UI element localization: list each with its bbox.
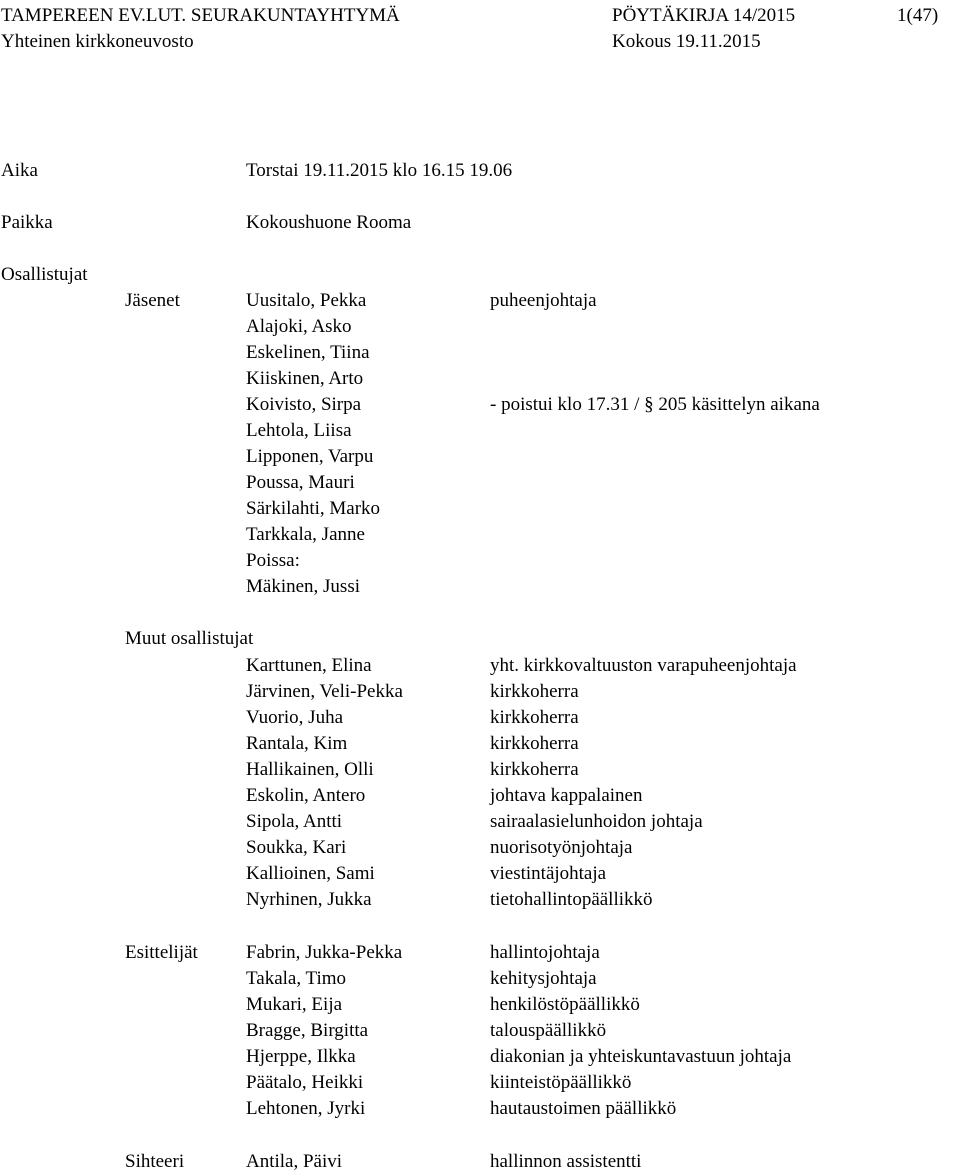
time-row <box>0 158 960 184</box>
participant-name: Karttunen, Elina <box>246 655 372 676</box>
participant-row <box>0 757 960 783</box>
presenter-row <box>0 1044 960 1070</box>
presenter-role: henkilöstöpäällikkö <box>490 994 640 1015</box>
participants-heading: Osallistujat <box>1 264 88 285</box>
presenters-label: Esittelijät <box>125 942 198 963</box>
member-name: Lehtola, Liisa <box>246 420 352 441</box>
presenter-name: Hjerppe, Ilkka <box>246 1046 356 1067</box>
participants-heading-row <box>0 262 960 288</box>
member-row <box>0 522 960 548</box>
participant-name: Hallikainen, Olli <box>246 759 374 780</box>
presenter-row <box>0 1070 960 1096</box>
participant-role: kirkkoherra <box>490 707 579 728</box>
participant-name: Vuorio, Juha <box>246 707 344 728</box>
other-participants-heading-row <box>0 626 960 652</box>
member-note: puheenjohtaja <box>490 290 597 311</box>
participant-name: Soukka, Kari <box>246 837 347 858</box>
time-value: Torstai 19.11.2015 klo 16.15 19.06 <box>246 160 513 181</box>
members-label: Jäsenet <box>125 290 180 311</box>
presenter-role: kiinteistöpäällikkö <box>490 1072 632 1093</box>
organization-name: TAMPEREEN EV.LUT. SEURAKUNTAYHTYMÄ <box>1 5 400 26</box>
participant-row <box>0 705 960 731</box>
member-name: Alajoki, Asko <box>246 316 352 337</box>
presenter-name: Fabrin, Jukka-Pekka <box>246 942 403 963</box>
participant-name: Kallioinen, Sami <box>246 863 375 884</box>
absent-label: Poissa: <box>246 550 300 571</box>
participant-row <box>0 731 960 757</box>
presenter-name: Takala, Timo <box>246 968 347 989</box>
presenter-name: Päätalo, Heikki <box>246 1072 364 1093</box>
member-row <box>0 314 960 340</box>
secretary-label: Sihteeri <box>125 1151 185 1172</box>
participant-role: sairaalasielunhoidon johtaja <box>490 811 703 832</box>
other-participants-heading: Muut osallistujat <box>125 628 254 649</box>
member-name: Mäkinen, Jussi <box>246 576 360 597</box>
participant-role: tietohallintopäällikkö <box>490 889 653 910</box>
participant-name: Nyrhinen, Jukka <box>246 889 372 910</box>
place-label: Paikka <box>1 212 53 233</box>
member-note: - poistui klo 17.31 / § 205 käsittelyn aikana <box>490 394 820 415</box>
participant-role: kirkkoherra <box>490 681 579 702</box>
member-name: Lipponen, Varpu <box>246 446 374 467</box>
body-name: Yhteinen kirkkoneuvosto <box>1 31 194 52</box>
participant-name: Sipola, Antti <box>246 811 343 832</box>
time-label: Aika <box>1 160 38 181</box>
participant-role: kirkkoherra <box>490 759 579 780</box>
member-name: Koivisto, Sirpa <box>246 394 362 415</box>
presenter-role: hallintojohtaja <box>490 942 600 963</box>
member-name: Tarkkala, Janne <box>246 524 365 545</box>
presenter-row <box>0 992 960 1018</box>
member-name: Särkilahti, Marko <box>246 498 381 519</box>
participant-name: Rantala, Kim <box>246 733 348 754</box>
member-row <box>0 392 960 418</box>
member-row <box>0 548 960 574</box>
participant-role: kirkkoherra <box>490 733 579 754</box>
member-name: Eskelinen, Tiina <box>246 342 370 363</box>
presenter-row <box>0 940 960 966</box>
place-row <box>0 210 960 236</box>
member-row <box>0 418 960 444</box>
participant-row <box>0 861 960 887</box>
participant-row <box>0 679 960 705</box>
secretary-row <box>0 1149 960 1175</box>
presenter-role: diakonian ja yhteiskuntavastuun johtaja <box>490 1046 792 1067</box>
member-row <box>0 366 960 392</box>
participant-role: viestintäjohtaja <box>490 863 607 884</box>
member-row <box>0 496 960 522</box>
place-value: Kokoushuone Rooma <box>246 212 412 233</box>
presenter-role: hautaustoimen päällikkö <box>490 1098 677 1119</box>
page-number: 1(47) <box>897 5 939 26</box>
presenter-role: kehitysjohtaja <box>490 968 597 989</box>
meeting-date: Kokous 19.11.2015 <box>612 31 761 52</box>
member-row <box>0 288 960 314</box>
presenter-row <box>0 966 960 992</box>
member-row <box>0 574 960 600</box>
participant-row <box>0 783 960 809</box>
participant-row <box>0 887 960 913</box>
participant-role: johtava kappalainen <box>490 785 643 806</box>
member-name: Poussa, Mauri <box>246 472 355 493</box>
member-row <box>0 470 960 496</box>
participant-row <box>0 809 960 835</box>
presenter-name: Mukari, Eija <box>246 994 343 1015</box>
member-row <box>0 340 960 366</box>
secretary-name: Antila, Päivi <box>246 1151 343 1172</box>
member-name: Kiiskinen, Arto <box>246 368 364 389</box>
participant-name: Eskolin, Antero <box>246 785 366 806</box>
presenter-name: Bragge, Birgitta <box>246 1020 369 1041</box>
presenter-role: talouspäällikkö <box>490 1020 607 1041</box>
member-name: Uusitalo, Pekka <box>246 290 367 311</box>
presenter-row <box>0 1018 960 1044</box>
member-row <box>0 444 960 470</box>
participant-row <box>0 835 960 861</box>
secretary-role: hallinnon assistentti <box>490 1151 642 1172</box>
participant-role: nuorisotyönjohtaja <box>490 837 633 858</box>
participant-name: Järvinen, Veli-Pekka <box>246 681 403 702</box>
presenter-name: Lehtonen, Jyrki <box>246 1098 366 1119</box>
participant-row <box>0 653 960 679</box>
participant-role: yht. kirkkovaltuuston varapuheenjohtaja <box>490 655 797 676</box>
presenter-row <box>0 1096 960 1122</box>
document-title: PÖYTÄKIRJA 14/2015 <box>612 5 796 26</box>
